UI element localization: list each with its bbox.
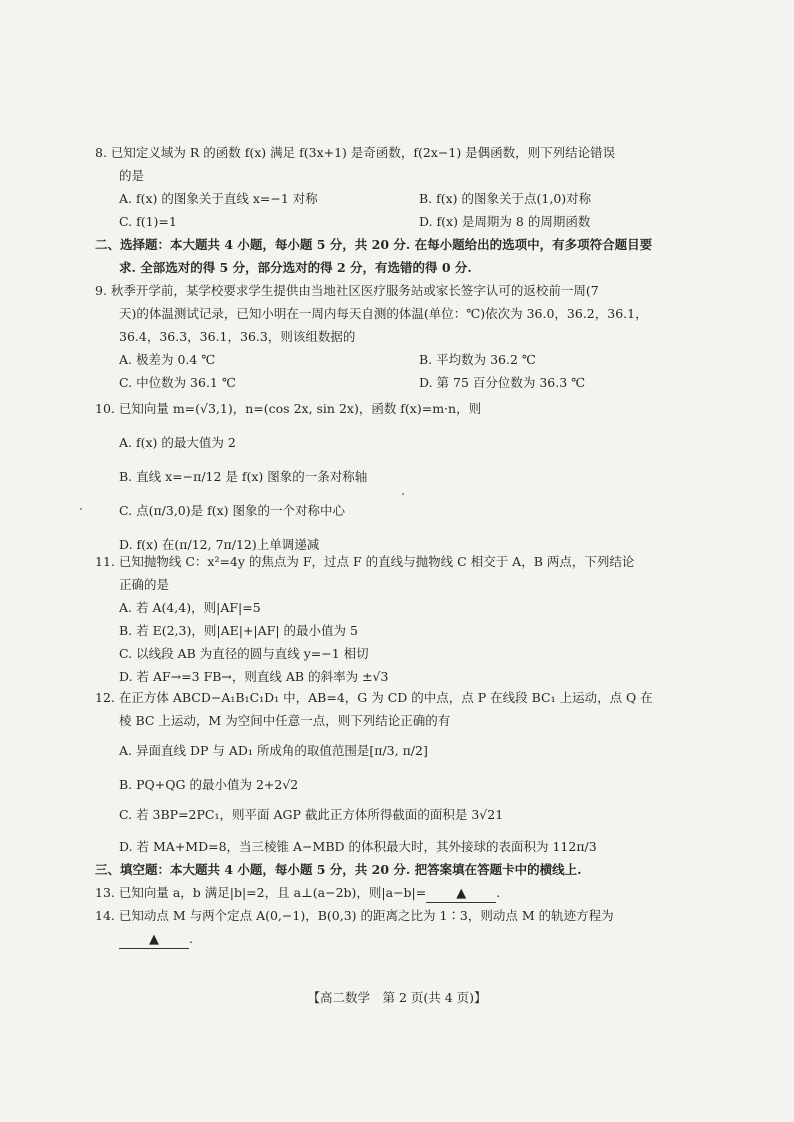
question-8-option-a: A. f(x) 的图象关于直线 x=−1 对称	[119, 191, 318, 206]
scan-speck	[402, 493, 404, 495]
question-11-stem-line2: 正确的是	[119, 577, 170, 592]
question-13-text: 13. 已知向量 a，b 满足|b|=2，且 a⊥(a−2b)，则|a−b|=	[95, 885, 427, 900]
question-12-option-a: A. 异面直线 DP 与 AD₁ 所成角的取值范围是[π/3, π/2]	[119, 743, 428, 758]
question-14	[95, 904, 710, 950]
question-9-options-row2	[95, 371, 695, 394]
question-12-stem-line2: 棱 BC 上运动，M 为空间中任意一点，则下列结论正确的有	[119, 713, 451, 728]
question-8-stem-line1: 8. 已知定义域为 R 的函数 f(x) 满足 f(3x+1) 是奇函数，f(2x−1) 是偶函数，则下列结论错误	[95, 145, 616, 160]
question-9-option-a: A. 极差为 0.4 ℃	[119, 352, 216, 367]
question-10	[95, 392, 710, 562]
question-14-end: .	[189, 931, 193, 946]
question-9	[95, 279, 710, 394]
question-8-stem-line2: 的是	[119, 168, 145, 183]
question-8-option-b: B. f(x) 的图象关于点(1,0)对称	[419, 191, 592, 206]
section-2-heading	[95, 233, 710, 279]
question-13-end: .	[496, 885, 501, 900]
question-12-option-d: D. 若 MA+MD=8，当三棱锥 A−MBD 的体积最大时，其外接球的表面积为 112π/3	[119, 839, 597, 854]
scan-speck	[80, 508, 82, 510]
section-2-line2: 求. 全部选对的得 5 分，部分选对的得 2 分，有选错的得 0 分.	[119, 260, 472, 275]
question-9-options-row1	[95, 348, 695, 371]
question-9-option-c: C. 中位数为 36.1 ℃	[119, 375, 236, 390]
question-9-stem-line1: 9. 秋季开学前，某学校要求学生提供由当地社区医疗服务站或家长签字认可的返校前一周(7	[95, 283, 599, 298]
question-12-stem-line1: 12. 在正方体 ABCD−A₁B₁C₁D₁ 中，AB=4，G 为 CD 的中点，点 P 在线段 BC₁ 上运动，点 Q 在	[95, 690, 653, 705]
question-8-options-row1	[95, 187, 695, 210]
section-3-line1: 三、填空题：本大题共 4 小题，每小题 5 分，共 20 分. 把答案填在答题卡中的横线上.	[95, 862, 582, 877]
question-10-option-a: A. f(x) 的最大值为 2	[119, 435, 236, 450]
question-11-stem-line1: 11. 已知抛物线 C：x²=4y 的焦点为 F，过点 F 的直线与抛物线 C 相交于 A，B 两点，下列结论	[95, 554, 635, 569]
question-12	[95, 686, 710, 864]
question-9-option-d: D. 第 75 百分位数为 36.3 ℃	[419, 375, 586, 390]
question-11-option-b: B. 若 E(2,3)，则|AE|+|AF| 的最小值为 5	[119, 623, 358, 638]
page-footer: 【高二数学 第 2 页(共 4 页)】	[307, 990, 487, 1005]
question-9-stem-line3: 36.4，36.3，36.1，36.3，则该组数据的	[119, 329, 356, 344]
question-9-stem-line2: 天)的体温测试记录，已知小明在一周内每天自测的体温(单位：℃)依次为 36.0，36.2，36.1，	[119, 306, 648, 321]
question-10-stem: 10. 已知向量 m=(√3,1)，n=(cos 2x, sin 2x)，函数 f(x)=m·n，则	[95, 401, 482, 416]
question-11-option-c: C. 以线段 AB 为直径的圆与直线 y=−1 相切	[119, 646, 369, 661]
question-14-answer-blank	[119, 931, 189, 949]
question-10-option-d: D. f(x) 在(π/12, 7π/12)上单调递减	[119, 537, 320, 552]
question-11	[95, 550, 710, 688]
triangle-marker-icon: ▲	[149, 932, 159, 947]
question-11-option-a: A. 若 A(4,4)，则|AF|=5	[119, 600, 261, 615]
question-14-blank-line	[95, 927, 710, 950]
question-11-option-d: D. 若 AF→=3 FB→，则直线 AB 的斜率为 ±√3	[119, 669, 389, 684]
section-3-heading	[95, 858, 710, 881]
question-9-option-b: B. 平均数为 36.2 ℃	[419, 352, 536, 367]
question-12-option-b: B. PQ+QG 的最小值为 2+2√2	[119, 777, 299, 792]
question-8-option-c: C. f(1)=1	[119, 214, 177, 229]
question-13	[95, 881, 710, 904]
question-14-stem-line1: 14. 已知动点 M 与两个定点 A(0,−1)，B(0,3) 的距离之比为 1∶3，则动点 M 的轨迹方程为	[95, 908, 614, 923]
section-2-line1: 二、选择题：本大题共 4 小题，每小题 5 分，共 20 分. 在每小题给出的选项中，有多项符合题目要	[95, 237, 653, 252]
question-13-answer-blank	[426, 885, 496, 903]
question-8-options-row2	[95, 210, 695, 233]
question-10-option-c: C. 点(π/3,0)是 f(x) 图象的一个对称中心	[119, 503, 346, 518]
triangle-marker-icon: ▲	[456, 886, 467, 901]
question-12-option-c: C. 若 3BP=2PC₁，则平面 AGP 截此正方体所得截面的面积是 3√21	[119, 807, 504, 822]
question-10-option-b: B. 直线 x=−π/12 是 f(x) 图象的一条对称轴	[119, 469, 368, 484]
question-8-option-d: D. f(x) 是周期为 8 的周期函数	[419, 214, 591, 229]
question-8	[95, 141, 710, 233]
